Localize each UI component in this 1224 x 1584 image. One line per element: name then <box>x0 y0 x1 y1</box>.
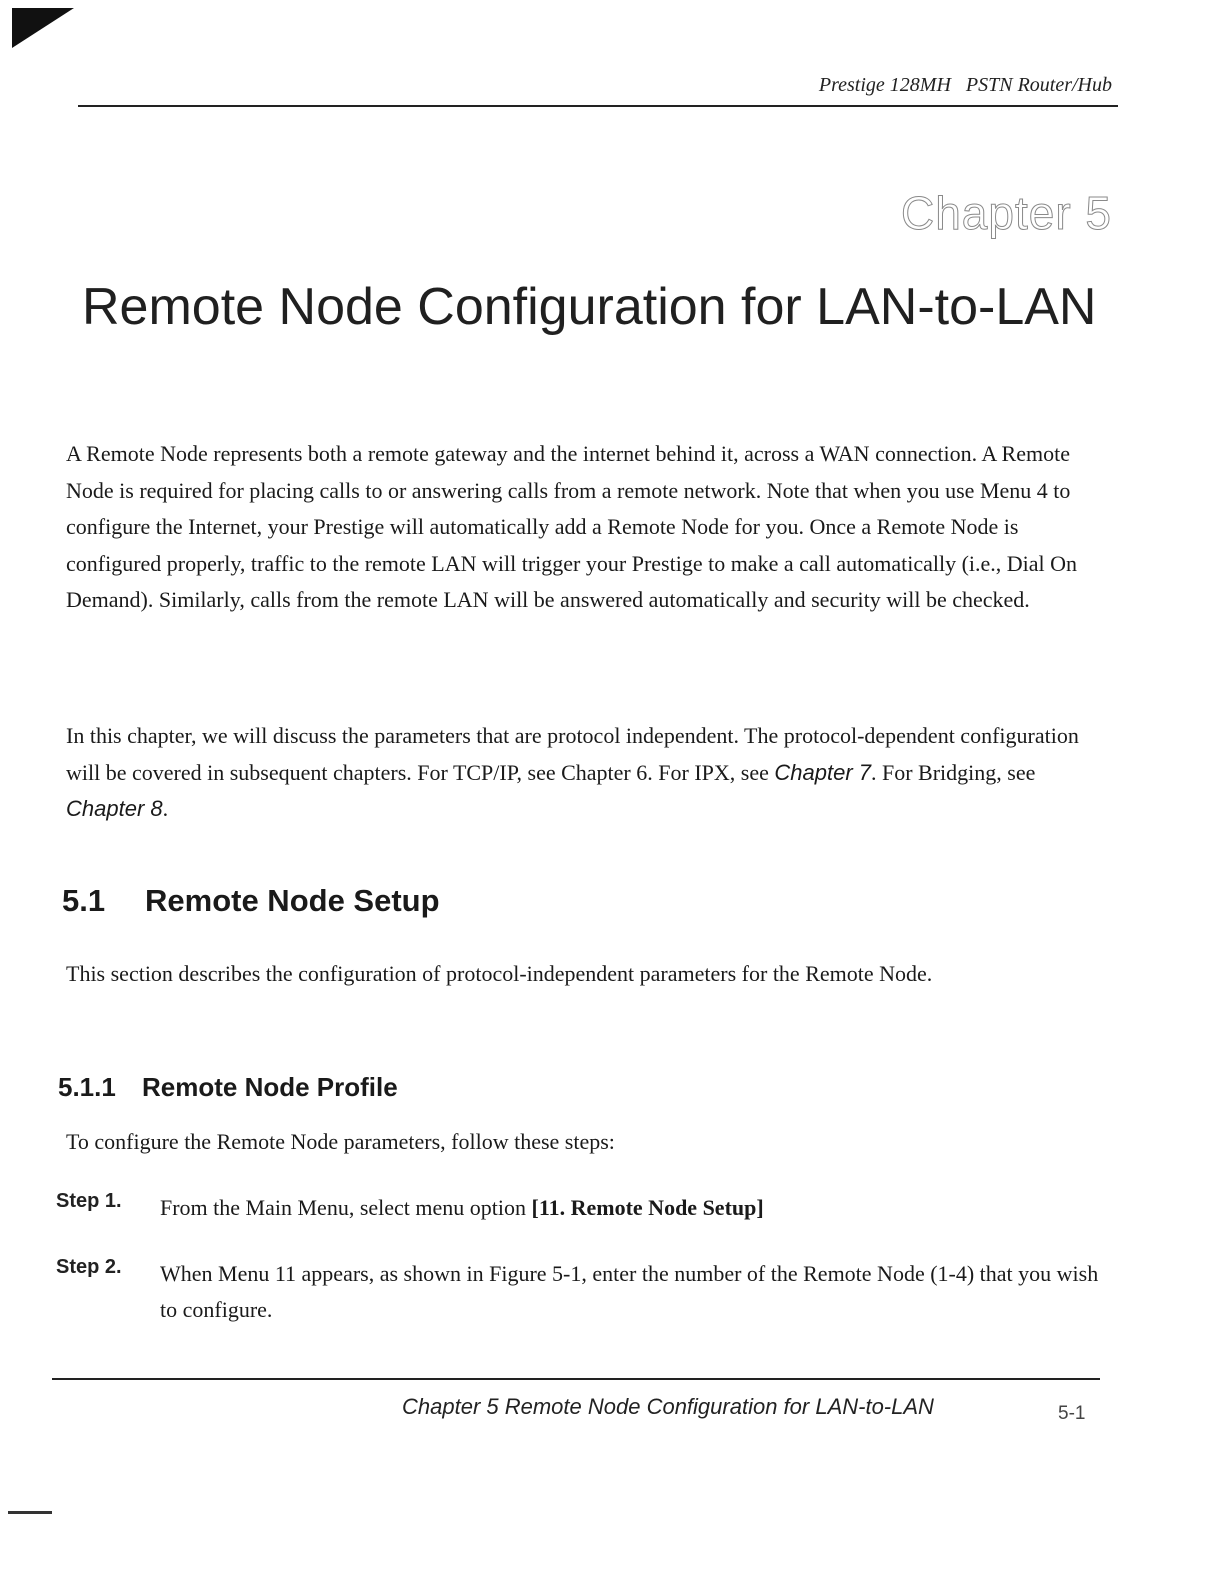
step-1-text <box>160 1190 1100 1226</box>
section-5-1-title: Remote Node Setup <box>145 883 440 918</box>
header-rule <box>78 105 1118 107</box>
intro-paragraph-1: A Remote Node represents both a remote gateway and the internet behind it, across a WAN connection. A Remote Node is required for placing calls to or answering calls from a remote network. Note that when you use Menu 4 to configure the Internet, your Prestige will automatically add a Remote Node for you. Once a Remote Node is configured properly, traffic to the remote LAN will trigger your Prestige to make a call automatically (i.e., Dial On Demand). Similarly, calls from the remote LAN will be answered automatically and security will be checked. <box>66 441 1078 612</box>
step-2-text: When Menu 11 appears, as shown in Figure 5-1, enter the number of the Remote Node (1-4) that you wish to configure. <box>160 1261 1099 1322</box>
footer-chapter-title: Chapter 5 Remote Node Configuration for LAN-to-LAN <box>402 1394 934 1419</box>
corner-scan-mark <box>12 8 74 48</box>
page-number: 5-1 <box>1058 1403 1086 1424</box>
intro-paragraph-2-middle: . For Bridging, see <box>871 759 1036 785</box>
intro-paragraph-2-text: In this chapter, we will discuss the parameters that are protocol independent. The protocol-dependent configuration will be covered in subsequent chapters. For TCP/IP, see Chapter 6. For IPX, see <box>66 723 1079 785</box>
section-5-1-1-number: 5.1.1 <box>58 1072 116 1102</box>
step-1-label: Step 1. <box>56 1190 122 1212</box>
chapter-8-reference: Chapter 8 <box>66 796 163 821</box>
menu-option-reference: [11. Remote Node Setup] <box>531 1195 764 1220</box>
step-1-text-lead: From the Main Menu, select menu option <box>160 1195 532 1220</box>
section-5-1-number: 5.1 <box>62 883 106 918</box>
running-header: Prestige 128MH PSTN Router/Hub <box>818 74 1112 96</box>
bottom-scan-mark <box>8 1511 52 1514</box>
step-2-label: Step 2. <box>56 1256 122 1278</box>
section-5-1-1-intro: To configure the Remote Node parameters, follow these steps: <box>66 1129 615 1154</box>
section-5-1-1-title: Remote Node Profile <box>142 1072 398 1102</box>
intro-paragraph-2-end: . <box>162 796 169 821</box>
section-5-1-body: This section describes the configuration of protocol-independent parameters for the Remote Node. <box>66 961 933 986</box>
chapter-7-reference: Chapter 7 <box>774 759 871 785</box>
chapter-label: Chapter 5 <box>900 187 1112 239</box>
chapter-title: Remote Node Configuration for LAN-to-LAN <box>82 278 1097 336</box>
footer-rule <box>52 1378 1100 1380</box>
intro-paragraph-2 <box>66 718 1106 828</box>
